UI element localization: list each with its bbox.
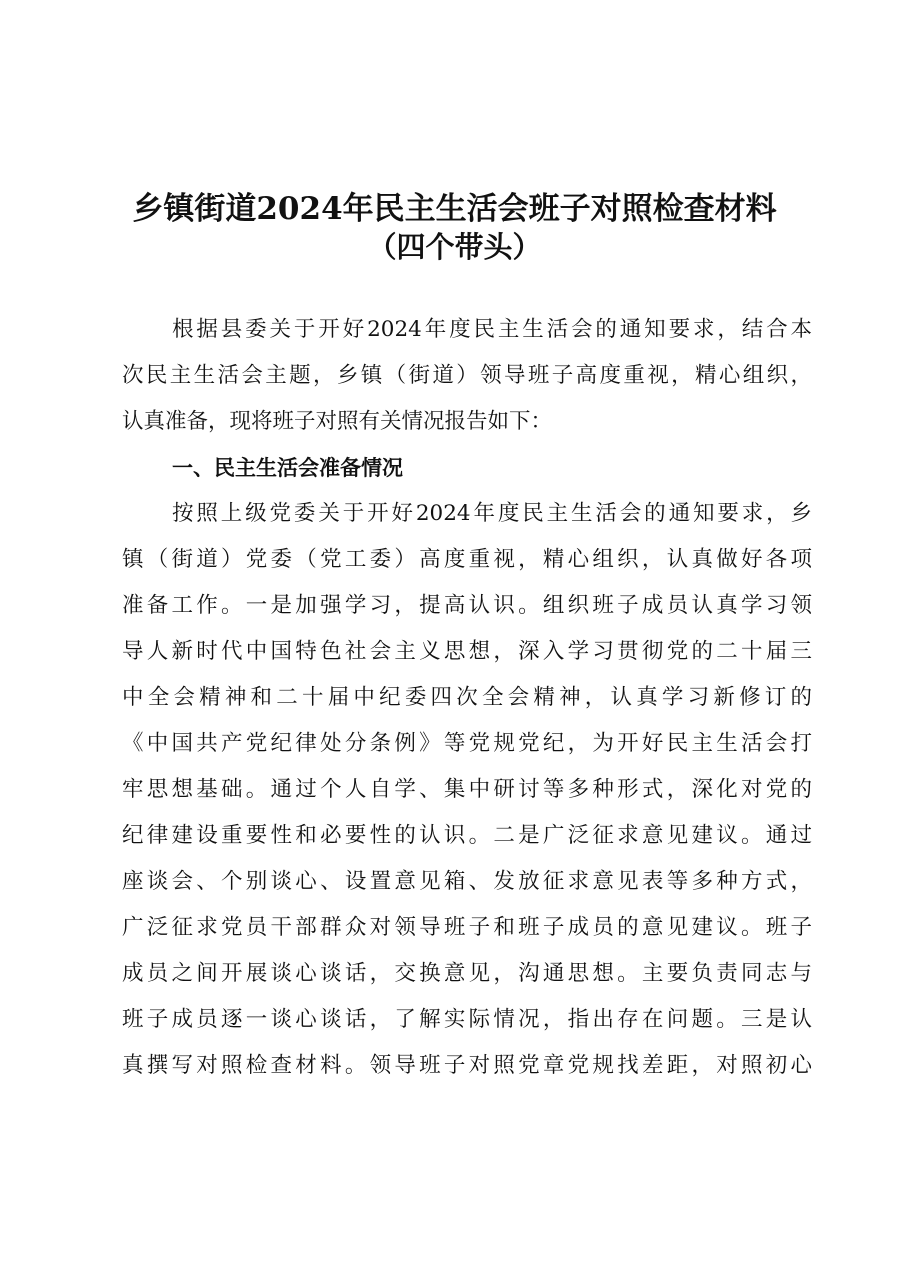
document-body	[122, 307, 812, 1089]
document-subtitle: （四个带头）	[367, 230, 542, 264]
section-heading: 一、民主生活会准备情况	[172, 456, 403, 480]
text-line: 按照上级党委关于开好2024年度民主生活会的通知要求，乡	[172, 501, 812, 526]
text-line: 纪律建设重要性和必要性的认识。二是广泛征求意见建议。通过	[122, 823, 812, 848]
text-line: 牢思想基础。通过个人自学、集中研讨等多种形式，深化对党的	[122, 777, 812, 802]
text-line: 镇（街道）党委（党工委）高度重视，精心组织，认真做好各项	[122, 547, 812, 572]
text-line: 座谈会、个别谈心、设置意见箱、发放征求意见表等多种方式，	[122, 869, 812, 894]
text-line: 真撰写对照检查材料。领导班子对照党章党规找差距，对照初心	[122, 1053, 812, 1078]
text-line: 准备工作。一是加强学习，提高认识。组织班子成员认真学习领	[122, 593, 812, 618]
text-line: 《中国共产党纪律处分条例》等党规党纪，为开好民主生活会打	[122, 731, 812, 756]
text-line: 根据县委关于开好2024年度民主生活会的通知要求，结合本	[172, 317, 812, 342]
text-line: 成员之间开展谈心谈话，交换意见，沟通思想。主要负责同志与	[122, 961, 812, 986]
paragraph-intro	[122, 307, 812, 445]
text-line: 广泛征求党员干部群众对领导班子和班子成员的意见建议。班子	[122, 915, 812, 940]
text-line: 班子成员逐一谈心谈话，了解实际情况，指出存在问题。三是认	[122, 1007, 812, 1032]
document-title: 乡镇街道2024年民主生活会班子对照检查材料	[132, 191, 777, 227]
text-line: 导人新时代中国特色社会主义思想，深入学习贯彻党的二十届三	[122, 639, 812, 664]
text-line: 认真准备，现将班子对照有关情况报告如下：	[122, 409, 553, 434]
text-line: 次民主生活会主题，乡镇（街道）领导班子高度重视，精心组织，	[122, 363, 812, 388]
text-line: 中全会精神和二十届中纪委四次全会精神，认真学习新修订的	[122, 685, 812, 710]
paragraph-preparation	[122, 491, 812, 1089]
